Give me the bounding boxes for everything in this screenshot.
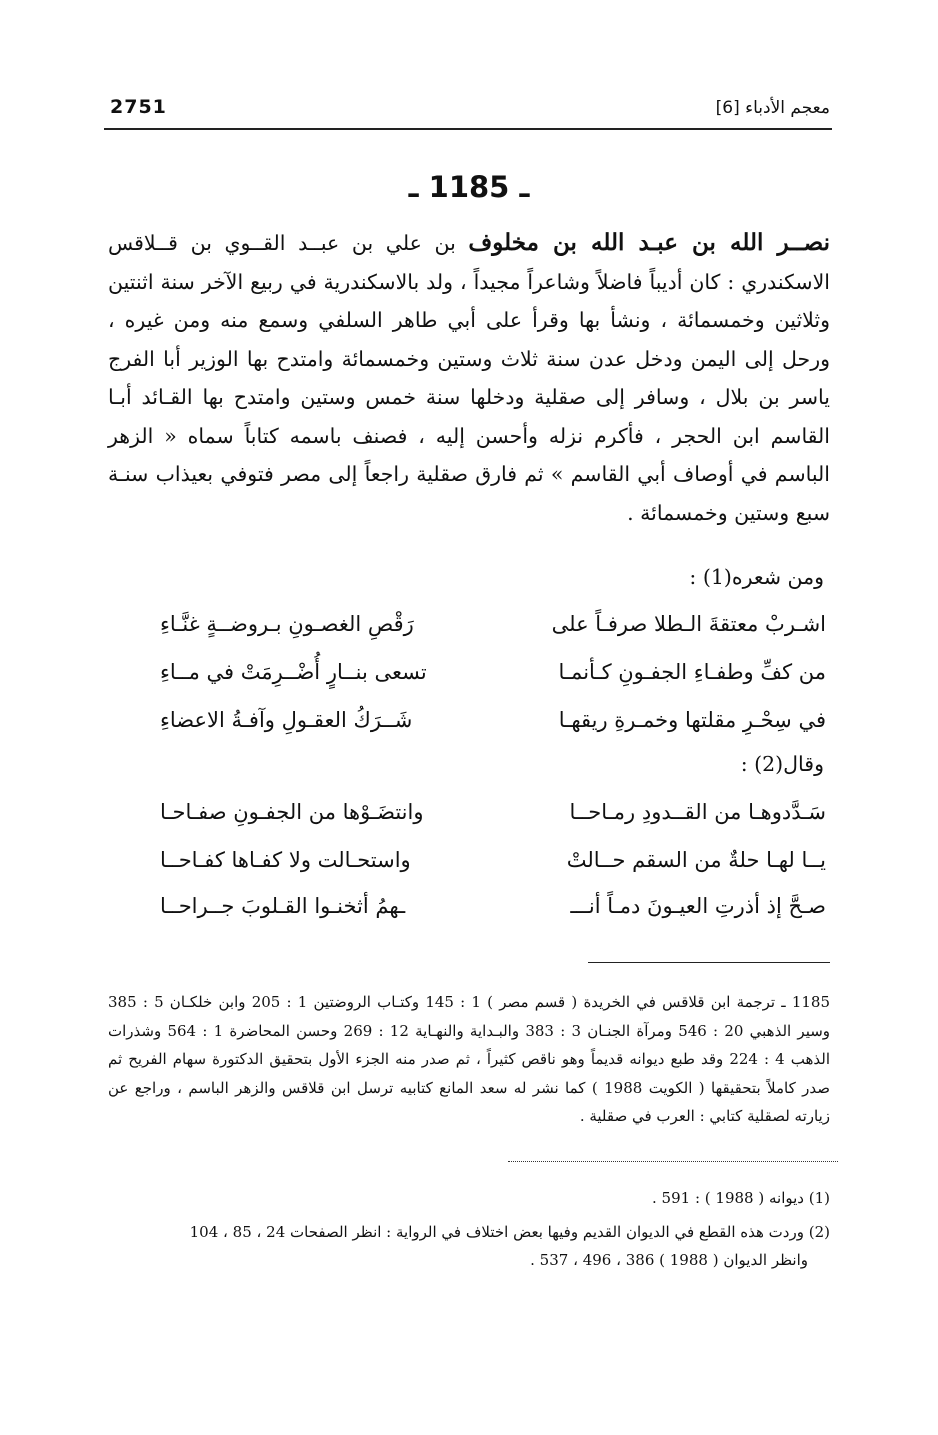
verse-hemistich-first: في سِحْـرِ مقلتها وخمـرةِ ريقهـا bbox=[558, 708, 826, 732]
verse-hemistich-first: اشـربْ معتقةَ الـطلا صرفـاً على bbox=[551, 612, 826, 636]
verse-hemistich-second: رَقْصِ الغصـونِ بـروضــةٍ غنَّـاءِ bbox=[160, 612, 414, 636]
verse-hemistich-second: واستحـالت ولا كفـاها كفـاحــا bbox=[160, 848, 411, 872]
footnote-rule bbox=[588, 962, 830, 963]
verse-hemistich-first: يــا لهـا حلةٌ من السقم حــالتْ bbox=[566, 848, 826, 872]
footnote-1: (1) ديوانه ( 1988 ) : 591 . bbox=[652, 1189, 830, 1207]
footnote-2-line1: (2) وردت هذه القطع في الديوان القديم وفيها بعض اختلاف في الرواية : انظر الصفحات 24 ، 85 ، 104 bbox=[189, 1223, 830, 1241]
poem2-intro: وقال(2) : bbox=[740, 752, 824, 776]
verse-hemistich-second: وانتضَـوْها من الجفـونِ صفـاحـا bbox=[160, 800, 424, 824]
verse-hemistich-first: صـحَّ إذ أذرتِ العيـونَ دمـاً أنـــ bbox=[570, 894, 826, 918]
footnote-dotted-separator bbox=[508, 1161, 838, 1162]
verse-hemistich-first: من كفِّ وطفـاءِ الجفـونِ كـأنمـا bbox=[558, 660, 826, 684]
verse-hemistich-first: سَـدَّدوهـا من القــدودِ رمـاحــا bbox=[569, 800, 826, 824]
verse-hemistich-second: تسعى بنــارٍ أُضْــرِمَتْ في مــاءِ bbox=[160, 660, 427, 684]
footnote-2-line2: وانظر الديوان ( 1988 ) 386 ، 496 ، 537 . bbox=[530, 1251, 808, 1269]
page-number: 2751 bbox=[110, 96, 167, 118]
entry-number: ـ 1185 ـ bbox=[408, 170, 530, 204]
footnote-entry-sources: 1185 ـ ترجمة ابن قلاقس في الخريدة ( قسم مصر ) 1 : 145 وكتـاب الروضتين 1 : 205 وابن خلكـان 5 : 385 وسير الذهبي 20 : 546 ومرآة الجنـان 3 : 383 والبـداية والنهـاية 12 : 269 وحسن المحاضرة 1 : 564 وشذرات الذهب 4 : 224 وقد طبع ديوانه قديماً وهو ناقص كثيراً ، ثم صدر منه الجزء الأول بتحقيق الدكتورة سهام الفريح ثم صدر كاملاً بتحقيقها ( الكويت 1988 ) كما نشر له سعد المانع كتابيه ترسل ابن قلاقس والزهر الباسم ، وراجع عن زيارته لصقلية كتابي : العرب في صقلية . bbox=[108, 993, 831, 1125]
header-rule bbox=[104, 128, 832, 130]
biography-text: بن علي بن عبــد القــوي بن قــلاقس الاسكندري : كان أديباً فاضلاً وشاعراً مجيداً ، ولد بالاسكندرية في ربيع الآخر سنة اثنتين وثلاثين وخمسمائة ، ونشأ بها وقرأ على أبي طاهر السلفي وسمع منه ومن غيره ، ورحل إلى اليمن ودخل عدن سنة ثلاث وستين وخمسمائة وامتدح بها الوزير أبا الفرج ياسر بن بلال ، وسافر إلى صقلية ودخلها سنة خمس وستين وامتدح بها القـائد أبـا القاسم ابن الحجر ، فأكرم نزله وأحسن إليه ، فصنف باسمه كتاباً سماه « الزهر الباسم في أوصاف أبي القاسم » ثم فارق صقلية راجعاً إلى مصر فتوفي بعيذاب سنـة سبع وستين وخمسمائة . bbox=[108, 231, 830, 525]
poem1-intro: ومن شعره(1) : bbox=[689, 565, 824, 589]
verse-hemistich-second: ـهمُ أثخنـوا القـلوبَ جــراحــا bbox=[160, 894, 406, 918]
subject-name: نصــر الله بن عبـد الله بن مخلوف bbox=[468, 229, 831, 256]
biography-paragraph bbox=[108, 224, 830, 532]
verse-hemistich-second: شَــرَكُ العقـولِ وآفـةُ الاعضاءِ bbox=[160, 708, 413, 732]
running-header-title: معجم الأدباء [6] bbox=[715, 98, 830, 118]
